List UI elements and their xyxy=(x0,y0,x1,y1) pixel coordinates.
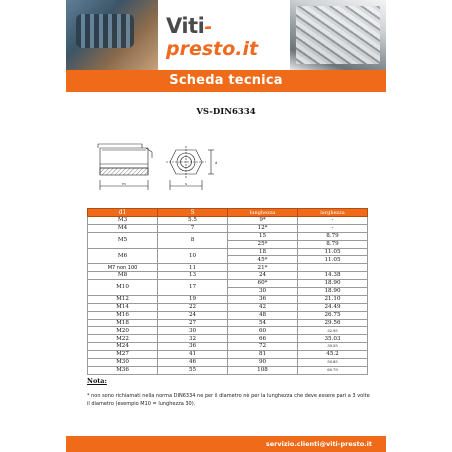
header-diameter: d1 xyxy=(88,209,158,217)
cell-length: 60* xyxy=(228,280,298,288)
table-row xyxy=(88,232,368,240)
cell-length: 25* xyxy=(228,240,298,248)
screws-photo xyxy=(290,0,386,70)
cell-diameter: M12 xyxy=(88,295,158,303)
table-row xyxy=(88,224,368,232)
table-row xyxy=(88,343,368,351)
cell-length: 60 xyxy=(228,327,298,335)
cell-length: 81 xyxy=(228,351,298,359)
cell-width: 18.90 xyxy=(298,280,368,288)
cell-width: 39.55 xyxy=(298,343,368,351)
cell-length: 30 xyxy=(228,288,298,296)
cell-width: 11.05 xyxy=(298,256,368,264)
table-row xyxy=(88,335,368,343)
table-row xyxy=(88,319,368,327)
cell-width: 32.95 xyxy=(298,327,368,335)
header-length: lunghezza xyxy=(228,209,298,217)
toolbox-image xyxy=(76,14,134,48)
tools-photo xyxy=(66,0,158,70)
cell-diameter: M6 xyxy=(88,248,158,264)
header-wrench-size: S xyxy=(158,209,228,217)
diameter-label: d xyxy=(215,161,218,165)
table-row xyxy=(88,217,368,225)
cell-wrench-size: 7 xyxy=(158,224,228,232)
cell-width: 50.85 xyxy=(298,359,368,367)
cell-wrench-size: 13 xyxy=(158,272,228,280)
cell-width: 60.79 xyxy=(298,366,368,374)
cell-length: 42 xyxy=(228,303,298,311)
cell-wrench-size: 27 xyxy=(158,319,228,327)
header-banner xyxy=(66,0,386,70)
table-row xyxy=(88,272,368,280)
table-row xyxy=(88,311,368,319)
cell-length: 108 xyxy=(228,366,298,374)
table-row xyxy=(88,359,368,367)
cell-diameter: M10 xyxy=(88,280,158,296)
cell-width: 26.75 xyxy=(298,311,368,319)
footer-bar xyxy=(66,436,386,452)
cell-diameter: M4 xyxy=(88,224,158,232)
cell-wrench-size: 30 xyxy=(158,327,228,335)
cell-diameter: M8 xyxy=(88,272,158,280)
cell-wrench-size: 10 xyxy=(158,248,228,264)
cell-diameter: M3 xyxy=(88,217,158,225)
brand-name: Viti xyxy=(166,14,205,38)
width-label: s xyxy=(185,182,187,186)
cell-width: 8.79 xyxy=(298,240,368,248)
cell-diameter: M20 xyxy=(88,327,158,335)
cell-wrench-size: 8 xyxy=(158,232,228,248)
cell-diameter: M14 xyxy=(88,303,158,311)
table-row xyxy=(88,351,368,359)
customer-service-email[interactable]: servizio.clienti@viti-presto.it xyxy=(265,440,372,448)
product-code-title: VS-DIN6334 xyxy=(196,107,256,117)
section-strip xyxy=(66,70,386,92)
table-row xyxy=(88,295,368,303)
cell-diameter: M30 xyxy=(88,359,158,367)
cell-length: 90 xyxy=(228,359,298,367)
cell-length: 36 xyxy=(228,295,298,303)
cell-width: - xyxy=(298,217,368,225)
cell-diameter: M27 xyxy=(88,351,158,359)
screws-image xyxy=(296,6,380,64)
cell-wrench-size: 36 xyxy=(158,343,228,351)
cell-wrench-size: 55 xyxy=(158,366,228,374)
cell-length: 24 xyxy=(228,272,298,280)
cell-wrench-size: 5.5 xyxy=(158,217,228,225)
cell-diameter: M36 xyxy=(88,366,158,374)
cell-length: 21* xyxy=(228,264,298,272)
cell-width: 24.49 xyxy=(298,303,368,311)
table-row xyxy=(88,303,368,311)
cell-length: 66 xyxy=(228,335,298,343)
cell-length: 12* xyxy=(228,224,298,232)
table-row xyxy=(88,327,368,335)
cell-width: 14.38 xyxy=(298,272,368,280)
cell-width: 35.03 xyxy=(298,335,368,343)
table-header-row xyxy=(88,209,368,217)
cell-wrench-size: 22 xyxy=(158,303,228,311)
cell-wrench-size: 41 xyxy=(158,351,228,359)
cell-width: 21.10 xyxy=(298,295,368,303)
cell-length: 9* xyxy=(228,217,298,225)
brand-domain: -presto.it xyxy=(166,16,259,60)
specifications-table xyxy=(87,208,367,375)
cell-width: 18.90 xyxy=(298,288,368,296)
cell-diameter: M5 xyxy=(88,232,158,248)
cell-wrench-size: 11 xyxy=(158,264,228,272)
cell-width: - xyxy=(298,224,368,232)
technical-drawing xyxy=(90,140,230,198)
cell-width: 45.2 xyxy=(298,351,368,359)
cell-wrench-size: 46 xyxy=(158,359,228,367)
cell-diameter: M7 non 100 xyxy=(88,264,158,272)
cell-diameter: M18 xyxy=(88,319,158,327)
front-view-drawing xyxy=(166,146,214,190)
header-width: larghezza xyxy=(298,209,368,217)
cell-length: 48 xyxy=(228,311,298,319)
cell-width: 29.56 xyxy=(298,319,368,327)
note-text: * non sono richiamati nella norma DIN6334 ne per il diametro nè per la lunghezza che deve essere pari a 3 volte il diametro (esempio M10 = lunghezza 30). xyxy=(87,393,370,407)
brand-logo[interactable] xyxy=(166,14,296,60)
table-row xyxy=(88,366,368,374)
cell-length: 18 xyxy=(228,248,298,256)
note-heading: Nota: xyxy=(87,377,107,385)
cell-diameter: M24 xyxy=(88,343,158,351)
cell-length: 72 xyxy=(228,343,298,351)
cell-diameter: M16 xyxy=(88,311,158,319)
cell-length: 45* xyxy=(228,256,298,264)
cell-width: 11.05 xyxy=(298,248,368,256)
cell-wrench-size: 32 xyxy=(158,335,228,343)
cell-width: 8.79 xyxy=(298,232,368,240)
cell-length: 15 xyxy=(228,232,298,240)
length-label: m xyxy=(122,182,126,186)
cell-wrench-size: 24 xyxy=(158,311,228,319)
cell-wrench-size: 17 xyxy=(158,280,228,296)
table-row xyxy=(88,248,368,256)
section-title: Scheda tecnica xyxy=(169,73,283,88)
cell-diameter: M22 xyxy=(88,335,158,343)
cell-length: 54 xyxy=(228,319,298,327)
cell-wrench-size: 19 xyxy=(158,295,228,303)
table-row xyxy=(88,264,368,272)
cell-width xyxy=(298,264,368,272)
table-row xyxy=(88,280,368,288)
